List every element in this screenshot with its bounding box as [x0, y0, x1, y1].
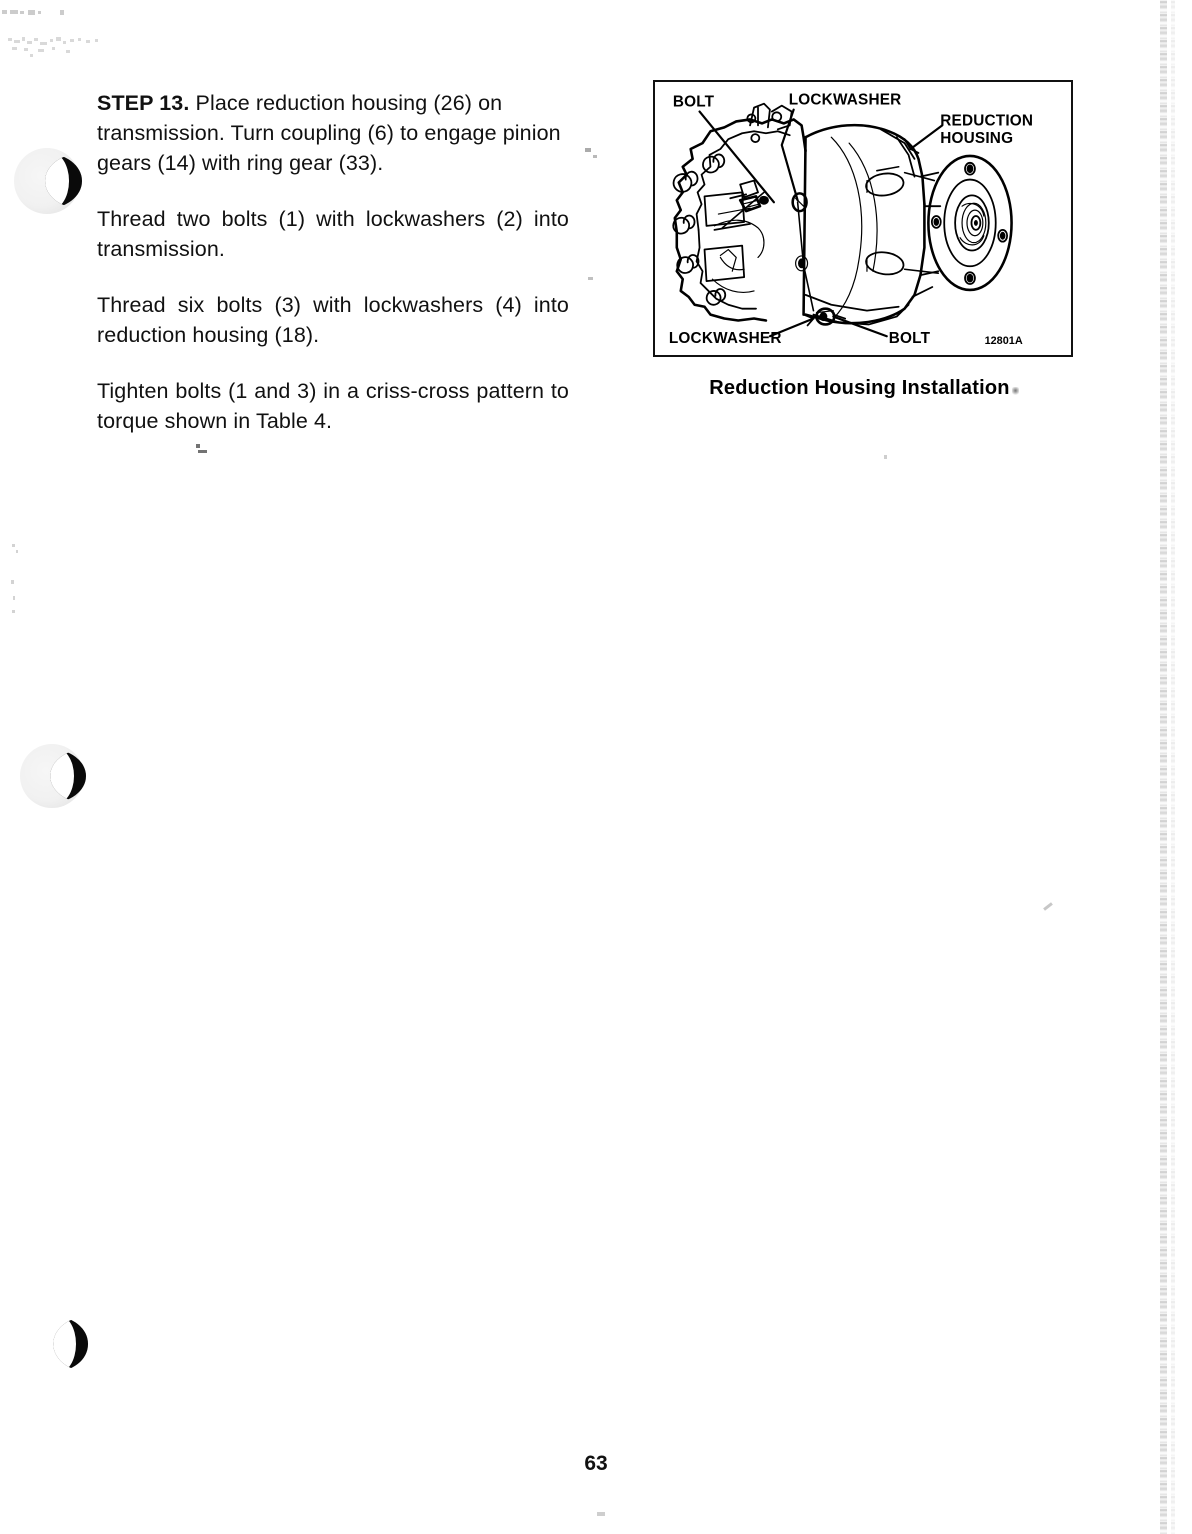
step-text: Place reduction housing (26) on transmission. Turn coupling (6) to engage pinion gears (14) with ring gear (33). — [97, 91, 561, 175]
hole-punch-artifact-middle — [20, 744, 84, 808]
figure-callout-reduction-line1: REDUCTION — [940, 112, 1034, 130]
output-flange-artwork — [928, 156, 1011, 290]
stray-scan-mark — [1043, 902, 1053, 911]
stray-scan-mark — [585, 148, 591, 152]
instruction-paragraph-3: Thread six bolts (3) with lockwashers (4) into reduction housing (18). — [97, 293, 569, 347]
figure-block — [653, 80, 1075, 400]
stray-scan-mark — [198, 450, 207, 453]
step-label: STEP 13. — [97, 91, 190, 115]
stray-scan-mark — [884, 455, 887, 459]
reduction-housing-artwork — [804, 125, 941, 324]
scan-speckle-artifact — [0, 4, 120, 64]
figure-callout-bolt-bottom-right: BOLT — [888, 330, 931, 348]
caption-smudge-artifact — [1012, 387, 1019, 396]
instruction-paragraph-1 — [97, 88, 569, 178]
stray-scan-mark — [588, 277, 593, 280]
page-number: 63 — [584, 1452, 608, 1475]
hole-punch-artifact-bottom — [30, 1314, 86, 1374]
figure-callout-lockwasher-bottom: LOCKWASHER — [668, 330, 782, 348]
figure-callout-bolt-top-left: BOLT — [672, 93, 715, 111]
figure-caption-text: Reduction Housing Installation — [709, 377, 1010, 399]
fastener-detail-artwork — [793, 193, 845, 324]
scan-edge-noise-secondary — [1171, 0, 1175, 1534]
instruction-paragraph-2: Thread two bolts (1) with lockwashers (2) into transmission. — [97, 207, 569, 261]
figure-callout-lockwasher-top: LOCKWASHER — [788, 91, 902, 109]
scan-edge-noise — [1160, 0, 1167, 1534]
stray-scan-mark — [597, 1512, 605, 1516]
scan-speckle-artifact-left-mid — [4, 540, 28, 640]
figure-caption-row — [653, 377, 1075, 400]
figure-callout-reduction-line2: HOUSING — [940, 130, 1014, 148]
figure-drawing-number: 12801A — [984, 335, 1023, 348]
instruction-text-column — [97, 88, 569, 436]
stray-scan-mark — [593, 155, 597, 158]
reduction-housing-technical-illustration — [655, 82, 1071, 355]
stray-scan-mark — [196, 444, 200, 448]
instruction-paragraph-4: Tighten bolts (1 and 3) in a criss-cross pattern to torque shown in Table 4. — [97, 379, 569, 433]
figure-border-box — [653, 80, 1073, 357]
hole-punch-artifact-top — [14, 148, 80, 214]
